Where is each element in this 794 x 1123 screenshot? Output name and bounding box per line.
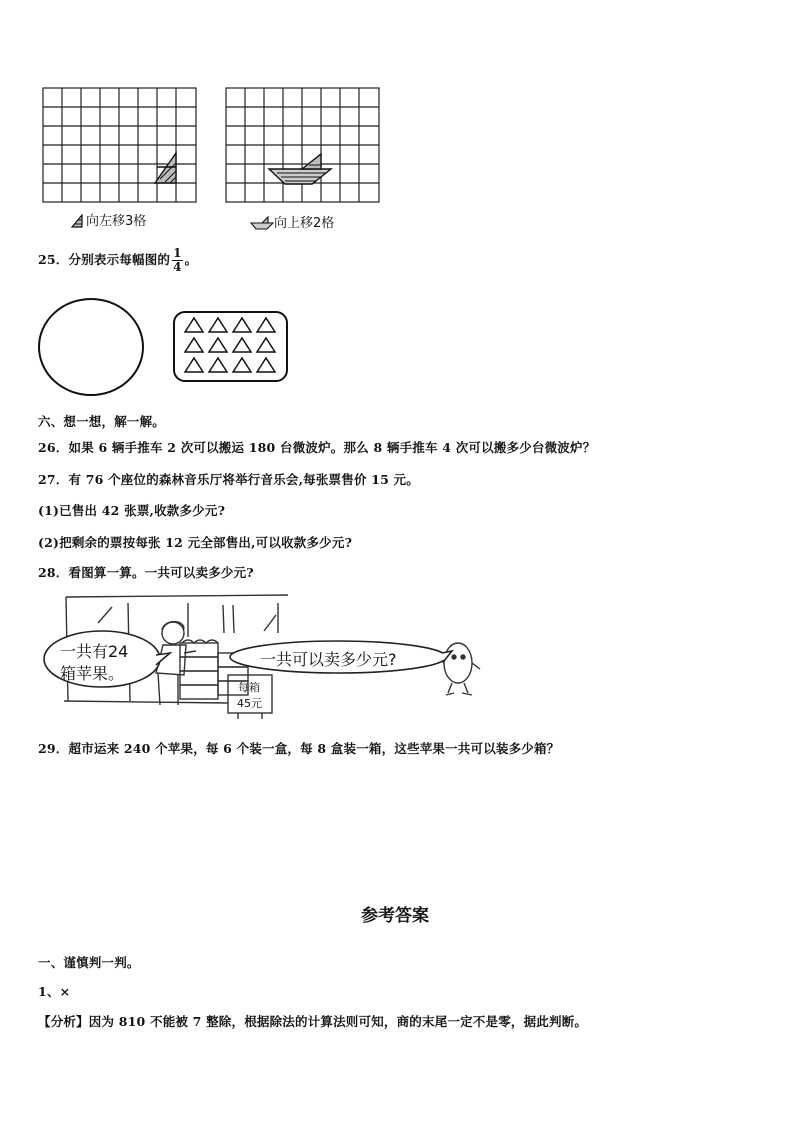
price-sign-line1: 每箱 — [238, 681, 260, 694]
section-1-title: 一、谨慎判一判。 — [38, 955, 140, 970]
q25-frac-den: 4 — [173, 260, 182, 274]
q25-fraction — [172, 247, 183, 274]
section-6-title: 六、想一想，解一解。 — [38, 414, 166, 429]
price-sign-line2: 45元 — [237, 697, 262, 710]
right-grid-figure — [225, 87, 380, 205]
left-bubble-line1: 一共有24 — [60, 642, 129, 661]
right-grid-caption — [250, 212, 334, 231]
left-grid-caption — [70, 210, 146, 229]
left-caption-text: 向左移3格 — [86, 214, 147, 229]
question-29: 29．超市运来 240 个苹果，每 6 个装一盒，每 8 盒装一箱，这些苹果一共可以装多少箱？ — [38, 741, 560, 756]
q25-frac-num: 1 — [173, 246, 182, 260]
triangles-figure — [172, 310, 290, 384]
apple-sale-illustration — [38, 593, 488, 721]
question-25 — [38, 247, 197, 274]
circle-figure — [36, 297, 148, 399]
right-bubble-text: 一共可以卖多少元? — [260, 650, 397, 669]
left-grid-figure — [42, 87, 197, 205]
hatched-shape-left — [155, 153, 176, 183]
left-bubble-line2: 箱苹果。 — [60, 664, 125, 683]
q25-text-after: 。 — [184, 252, 198, 267]
hatched-boat-icon — [250, 216, 274, 230]
right-caption-text: 向上移2格 — [274, 216, 335, 231]
question-27: 27．有 76 个座位的森林音乐厅将举行音乐会,每张票售价 15 元。 — [38, 472, 419, 487]
analysis-text: 【分析】因为 810 不能被 7 整除，根据除法的计算法则可知，商的末尾一定不是零，据此判断。 — [38, 1014, 588, 1029]
question-27-part-1: (1)已售出 42 张票,收款多少元? — [38, 503, 226, 518]
q25-text-before: 25．分别表示每幅图的 — [38, 252, 171, 267]
answer-title: 参考答案 — [361, 906, 429, 926]
hatched-boat-shape — [269, 154, 331, 184]
answer-1: 1、× — [38, 984, 71, 999]
question-27-part-2: (2)把剩余的票按每张 12 元全部售出,可以收款多少元? — [38, 535, 353, 550]
hatched-flag-icon — [70, 214, 86, 228]
question-26: 26．如果 6 辆手推车 2 次可以搬运 180 台微波炉。那么 8 辆手推车 4 次可以搬多少台微波炉？ — [38, 440, 596, 455]
question-28: 28．看图算一算。一共可以卖多少元? — [38, 565, 254, 580]
